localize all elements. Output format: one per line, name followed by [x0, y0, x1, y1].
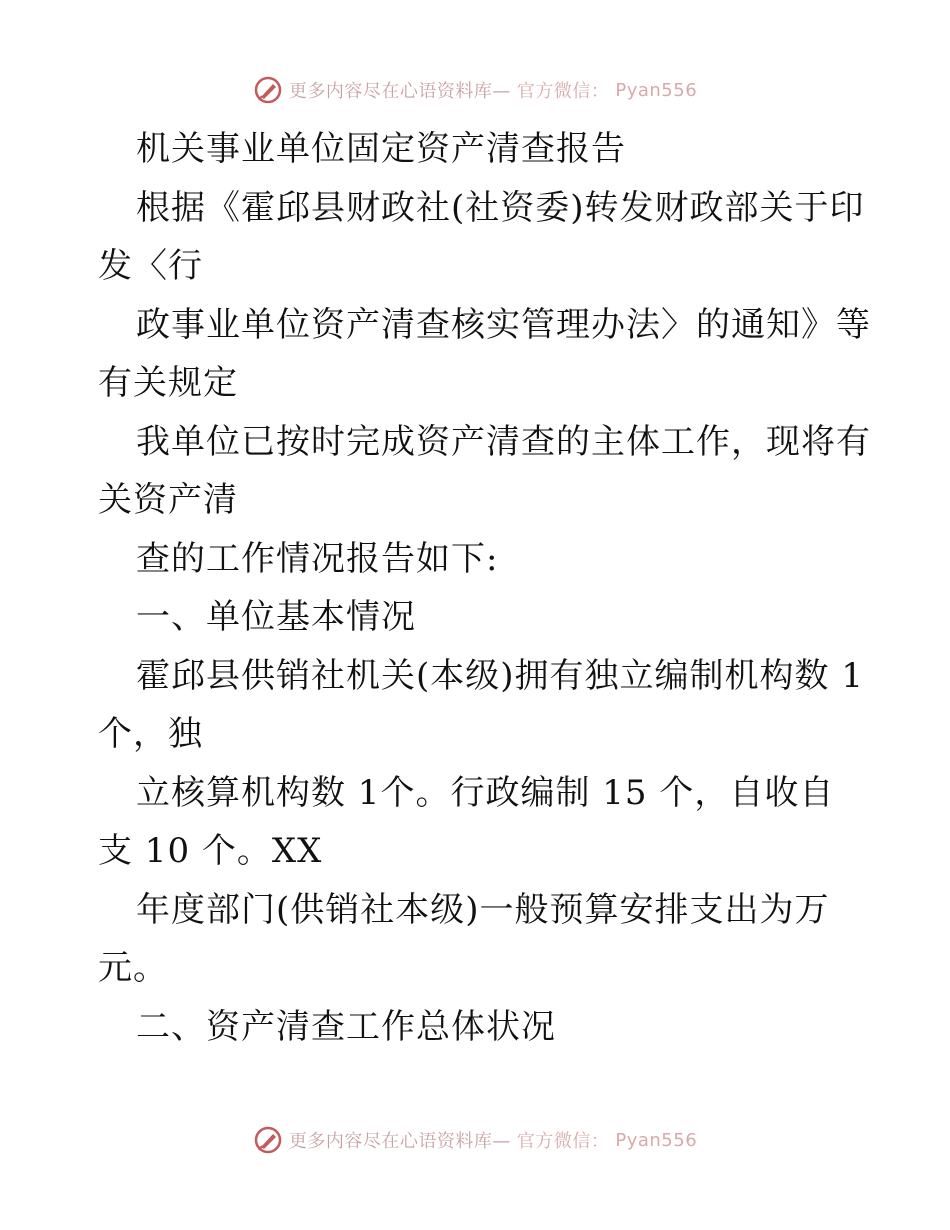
paragraph-line: 元。: [98, 948, 168, 988]
section-heading: 一、单位基本情况: [136, 597, 416, 637]
document-body: [98, 120, 871, 1056]
paragraph-line: 霍邱县供销社机关(本级)拥有独立编制机构数 1: [136, 655, 864, 696]
banner-contact-value: Pyan556: [615, 79, 698, 101]
banner-text: 更多内容尽在心语资料库—: [288, 1131, 511, 1152]
footer-watermark-banner: [0, 1120, 950, 1160]
banner-contact-value: Pyan556: [615, 1129, 698, 1151]
section-heading: 二、资产清查工作总体状况: [136, 1006, 556, 1047]
paragraph-line: 政事业单位资产清查核实管理办法〉的通知》等: [136, 304, 871, 345]
paragraph-line: 立核算机构数 1个。行政编制 15 个，自收自: [136, 772, 835, 813]
banner-contact-label: 官方微信：: [516, 1131, 610, 1152]
paragraph-line: 年度部门(供销社本级)一般预算安排支出为万: [136, 889, 830, 930]
banner-text: 更多内容尽在心语资料库—: [288, 81, 511, 102]
paragraph-line: 有关规定: [98, 363, 238, 403]
paragraph-line: 支 10 个。XX: [98, 831, 323, 871]
paragraph-line: 查的工作情况报告如下:: [136, 538, 499, 579]
paragraph-line: 发〈行: [98, 246, 203, 286]
quill-logo-icon: [253, 1125, 283, 1155]
paragraph-line: 个，独: [98, 714, 203, 754]
banner-contact-label: 官方微信：: [516, 81, 610, 102]
document-title: 机关事业单位固定资产清查报告: [136, 129, 626, 169]
paragraph-line: 根据《霍邱县财政社(社资委)转发财政部关于印: [136, 187, 865, 228]
paragraph-line: 关资产清: [98, 480, 238, 520]
header-watermark-banner: [0, 70, 950, 110]
quill-logo-icon: [253, 75, 283, 105]
paragraph-line: 我单位已按时完成资产清查的主体工作，现将有: [136, 421, 871, 462]
